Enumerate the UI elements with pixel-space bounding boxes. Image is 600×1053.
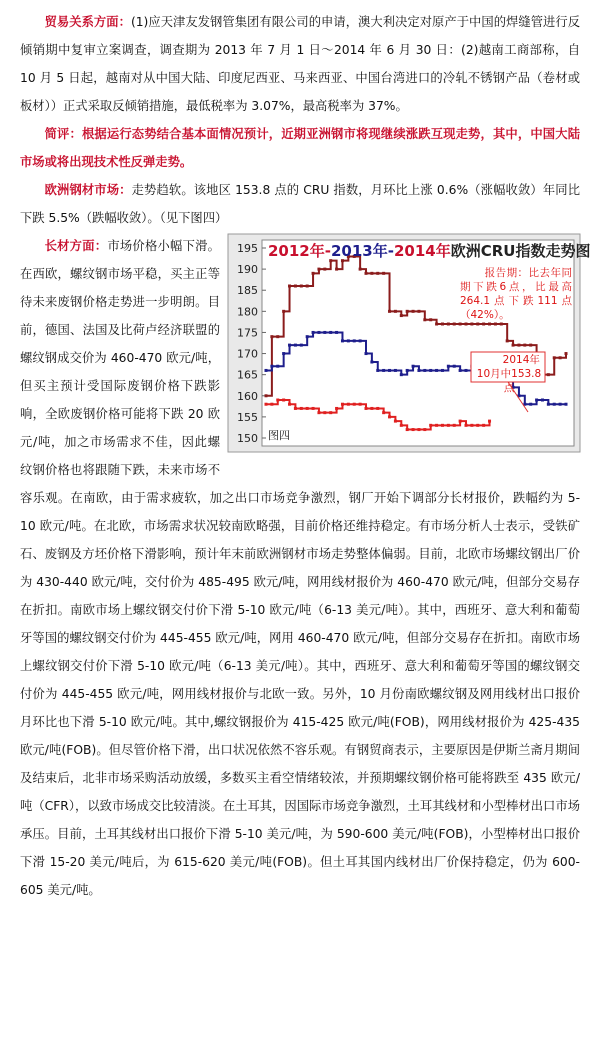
data-point-2012年 — [553, 356, 556, 359]
data-point-2012年 — [300, 285, 303, 288]
y-tick-label: 170 — [237, 347, 258, 361]
data-point-2013年 — [306, 335, 309, 338]
data-point-2014年 — [265, 403, 268, 406]
data-point-2014年 — [341, 403, 344, 406]
data-point-2013年 — [276, 365, 279, 368]
data-point-2012年 — [435, 323, 438, 326]
data-point-2013年 — [465, 369, 468, 372]
data-point-2012年 — [388, 310, 391, 313]
data-point-2013年 — [541, 399, 544, 402]
data-point-2012年 — [400, 314, 403, 317]
data-point-2012年 — [423, 318, 426, 321]
data-point-2012年 — [506, 339, 509, 342]
data-point-2014年 — [465, 424, 468, 427]
data-point-2013年 — [323, 331, 326, 334]
data-point-2013年 — [406, 369, 409, 372]
data-point-2013年 — [294, 344, 297, 347]
data-point-2012年 — [565, 352, 568, 355]
data-point-2013年 — [535, 399, 538, 402]
data-point-2012年 — [559, 356, 562, 359]
data-point-2012年 — [500, 323, 503, 326]
data-point-2012年 — [512, 344, 515, 347]
data-point-2013年 — [265, 369, 268, 372]
data-point-2014年 — [294, 407, 297, 410]
data-point-2012年 — [282, 310, 285, 313]
data-point-2013年 — [459, 369, 462, 372]
data-point-2012年 — [417, 310, 420, 313]
title-2012: 2012年- — [268, 242, 331, 260]
data-point-2014年 — [335, 407, 338, 410]
data-point-2012年 — [376, 272, 379, 275]
data-point-2012年 — [517, 344, 520, 347]
data-point-2014年 — [394, 420, 397, 423]
data-point-2012年 — [412, 310, 415, 313]
data-point-2014年 — [488, 420, 491, 423]
data-point-2013年 — [335, 331, 338, 334]
y-tick-label: 165 — [237, 368, 258, 382]
data-point-2013年 — [329, 331, 332, 334]
data-point-2013年 — [300, 344, 303, 347]
y-tick-label: 175 — [237, 326, 258, 340]
data-point-2012年 — [359, 268, 362, 271]
data-point-2012年 — [335, 268, 338, 271]
data-point-2014年 — [312, 407, 315, 410]
data-point-2012年 — [265, 394, 268, 397]
data-point-2014年 — [282, 399, 285, 402]
data-point-2012年 — [382, 272, 385, 275]
data-point-2013年 — [312, 331, 315, 334]
data-point-2013年 — [282, 352, 285, 355]
data-point-2013年 — [370, 361, 373, 364]
data-point-2013年 — [412, 365, 415, 368]
data-point-2014年 — [306, 407, 309, 410]
data-point-2014年 — [376, 407, 379, 410]
data-point-2014年 — [412, 428, 415, 431]
europe-market-text: 走势趋软。该地区 153.8 点的 CRU 指数，月环比上涨 0.6%（涨幅收敛）年同比下跌 5.5%（跌幅收敛）。（见下图四） — [20, 183, 580, 225]
data-point-2014年 — [359, 403, 362, 406]
data-point-2013年 — [365, 352, 368, 355]
data-point-2012年 — [447, 323, 450, 326]
data-point-2013年 — [400, 373, 403, 376]
data-point-2014年 — [276, 399, 279, 402]
data-point-2013年 — [547, 403, 550, 406]
data-point-2012年 — [288, 285, 291, 288]
data-point-2013年 — [553, 403, 556, 406]
data-point-2012年 — [312, 272, 315, 275]
data-point-2014年 — [447, 424, 450, 427]
cru-index-chart — [228, 234, 591, 452]
data-point-2014年 — [441, 424, 444, 427]
data-point-2014年 — [470, 424, 473, 427]
data-point-2013年 — [353, 339, 356, 342]
data-point-2012年 — [394, 310, 397, 313]
trade-relations-text: (1)应天津友发钢管集团有限公司的申请，澳大利决定对原产于中国的焊缝管进行反倾销期中复审立案调查，调查期为 2013 年 7 月 1 日～2014 年 6 月 30 日：(2)越南工商部称，自 10 月 5 日起，越南对从中国大陆、印度尼西亚、马来西亚、中国台湾进口的冷轧不锈钢产品（卷材或板材））正式采取反倾销措施，最低税率为 3.07%，最高税率为 37%。 — [20, 15, 580, 113]
data-point-2013年 — [317, 331, 320, 334]
y-tick-label: 185 — [237, 284, 258, 298]
data-point-2014年 — [482, 424, 485, 427]
data-point-2012年 — [406, 310, 409, 313]
paragraph-long-products — [20, 232, 591, 904]
y-tick-label: 195 — [237, 242, 258, 255]
data-point-2014年 — [300, 407, 303, 410]
title-2014: 2014年 — [393, 242, 451, 260]
data-point-2012年 — [547, 373, 550, 376]
data-point-2013年 — [529, 403, 532, 406]
data-point-2014年 — [382, 411, 385, 414]
long-products-text: 市场价格小幅下滑。在西欧，螺纹钢市场平稳，买主正等待未来废钢价格走势进一步明朗。目前，德国、法国及比荷卢经济联盟的螺纹钢成交价为 460-470 欧元/吨，但买主预计受国际废钢价格下跌影响，全欧废钢价格可能将下跌 20 欧元/吨，加之市场需求不佳，因此螺纹钢价格也将跟随下跌，未来市场不容乐观。在南欧，由于需求疲软，加之出口市场竞争激烈，钢厂开始下调部分长材报价，跌幅约为 5-10 欧元/吨。在北欧，市场需求状况较南欧略强，目前价格还维持稳定。有市场分析人士表示，受铁矿石、废钢及方坯价格下滑影响，预计年末前欧洲钢材市场走势整体偏弱。目前，北欧市场螺纹钢出厂价为 430-440 欧元/吨，交付价为 485-495 欧元/吨，网用线材报价为 460-470 欧元/吨，但部分交易存在折扣。南欧市场上螺纹钢交付价下滑 5-10 欧元/吨（6-13 美元/吨）。其中，西班牙、意大利和葡萄牙等国的螺纹钢交付价为 445-455 欧元/吨，网用 460-470 欧元/吨，但部分交易存在折扣。南欧市场上螺纹钢交付价下滑 5-10 欧元/吨（6-13 美元/吨）。其中，西班牙、意大利和葡萄牙等国的螺纹钢交付价为 445-455 欧元/吨，网用线材报价与北欧一致。另外，10 月份南欧螺纹钢及网用线材出口报价月环比也下滑 5-10 欧元/吨。其中,螺纹钢报价为 415-425 欧元/吨(FOB)，网用线材报价为 425-435 欧元/吨(FOB)。但尽管价格下滑，出口状况依然不容乐观。有钢贸商表示，主要原因是伊斯兰斋月期间及结束后，北非市场采购活动放缓，多数买主看空情绪较浓，并预期螺纹钢价格可能将跌至 435 欧元/吨（CFR），以致市场成交比较清淡。在土耳其，因国际市场竞争激烈，土耳其线材和小型棒材出口市场承压。目前，土耳其线材出口报价下滑 5-10 美元/吨，为 590-600 美元/吨(FOB)，小型棒材出口报价下滑 15-20 美元/吨后，为 615-620 美元/吨(FOB)。但土耳其国内线材出厂价保持稳定，仍为 600-605 美元/吨。 — [20, 239, 580, 897]
data-point-2012年 — [317, 268, 320, 271]
data-point-2013年 — [423, 369, 426, 372]
y-tick-label: 180 — [237, 305, 258, 319]
data-point-2013年 — [376, 369, 379, 372]
data-point-2012年 — [523, 344, 526, 347]
data-point-2013年 — [429, 369, 432, 372]
data-point-2012年 — [488, 323, 491, 326]
figure-label: 图四 — [268, 429, 290, 442]
europe-market-label: 欧洲钢材市场： — [44, 183, 132, 197]
data-point-2014年 — [453, 424, 456, 427]
data-point-2013年 — [288, 344, 291, 347]
data-point-2014年 — [417, 428, 420, 431]
data-point-2014年 — [429, 424, 432, 427]
data-point-2014年 — [347, 403, 350, 406]
chart-title — [268, 242, 590, 260]
data-point-2012年 — [482, 323, 485, 326]
data-point-2014年 — [388, 415, 391, 418]
data-point-2013年 — [388, 369, 391, 372]
data-point-2013年 — [435, 369, 438, 372]
data-point-2012年 — [494, 323, 497, 326]
data-point-2014年 — [329, 411, 332, 414]
title-2013: 2013年- — [330, 242, 394, 260]
long-products-label: 长材方面： — [44, 239, 108, 253]
data-point-2012年 — [429, 318, 432, 321]
annotation-report-period: 报告期：比去年同期下跌6点，比最高264.1点下跌111点（42%）。 — [460, 267, 572, 321]
data-point-2012年 — [465, 323, 468, 326]
title-main: 欧洲CRU指数走势图 — [450, 242, 591, 260]
data-point-2013年 — [382, 369, 385, 372]
data-point-2014年 — [365, 407, 368, 410]
data-point-2013年 — [441, 369, 444, 372]
data-point-2014年 — [288, 403, 291, 406]
data-point-2013年 — [453, 365, 456, 368]
data-point-2012年 — [529, 344, 532, 347]
data-point-2014年 — [353, 403, 356, 406]
data-point-2014年 — [406, 428, 409, 431]
data-point-2013年 — [347, 339, 350, 342]
data-point-2014年 — [476, 424, 479, 427]
data-point-2014年 — [435, 424, 438, 427]
data-point-2012年 — [365, 272, 368, 275]
data-point-2013年 — [417, 369, 420, 372]
data-point-2012年 — [453, 323, 456, 326]
data-point-2014年 — [323, 411, 326, 414]
y-tick-label: 150 — [237, 432, 258, 445]
data-point-2012年 — [276, 335, 279, 338]
data-point-2012年 — [470, 323, 473, 326]
data-point-2013年 — [270, 365, 273, 368]
data-point-2012年 — [441, 323, 444, 326]
data-point-2013年 — [341, 339, 344, 342]
data-point-2014年 — [423, 428, 426, 431]
data-point-2013年 — [559, 403, 562, 406]
data-point-2012年 — [476, 323, 479, 326]
data-point-2014年 — [370, 407, 373, 410]
annotation-oct-2014: 2014年10月中153.8点 — [476, 354, 542, 394]
data-point-2013年 — [447, 365, 450, 368]
trade-relations-label: 贸易关系方面： — [44, 15, 131, 29]
data-point-2014年 — [459, 420, 462, 423]
data-point-2012年 — [294, 285, 297, 288]
paragraph-commentary: 简评：根据运行态势结合基本面情况预计，近期亚洲钢市将现继续涨跌互现走势，其中，中国大陆市场或将出现技术性反弹走势。 — [20, 127, 580, 169]
paragraph-trade-relations — [20, 8, 580, 120]
data-point-2012年 — [370, 272, 373, 275]
paragraph-europe-market — [20, 176, 580, 232]
data-point-2014年 — [400, 424, 403, 427]
data-point-2014年 — [270, 403, 273, 406]
data-point-2012年 — [459, 323, 462, 326]
data-point-2013年 — [565, 403, 568, 406]
y-tick-label: 190 — [237, 263, 258, 277]
data-point-2012年 — [323, 268, 326, 271]
y-tick-label: 160 — [237, 389, 258, 403]
data-point-2012年 — [306, 285, 309, 288]
data-point-2013年 — [394, 369, 397, 372]
data-point-2012年 — [270, 335, 273, 338]
data-point-2013年 — [359, 339, 362, 342]
data-point-2014年 — [317, 411, 320, 414]
y-tick-label: 155 — [237, 410, 258, 424]
